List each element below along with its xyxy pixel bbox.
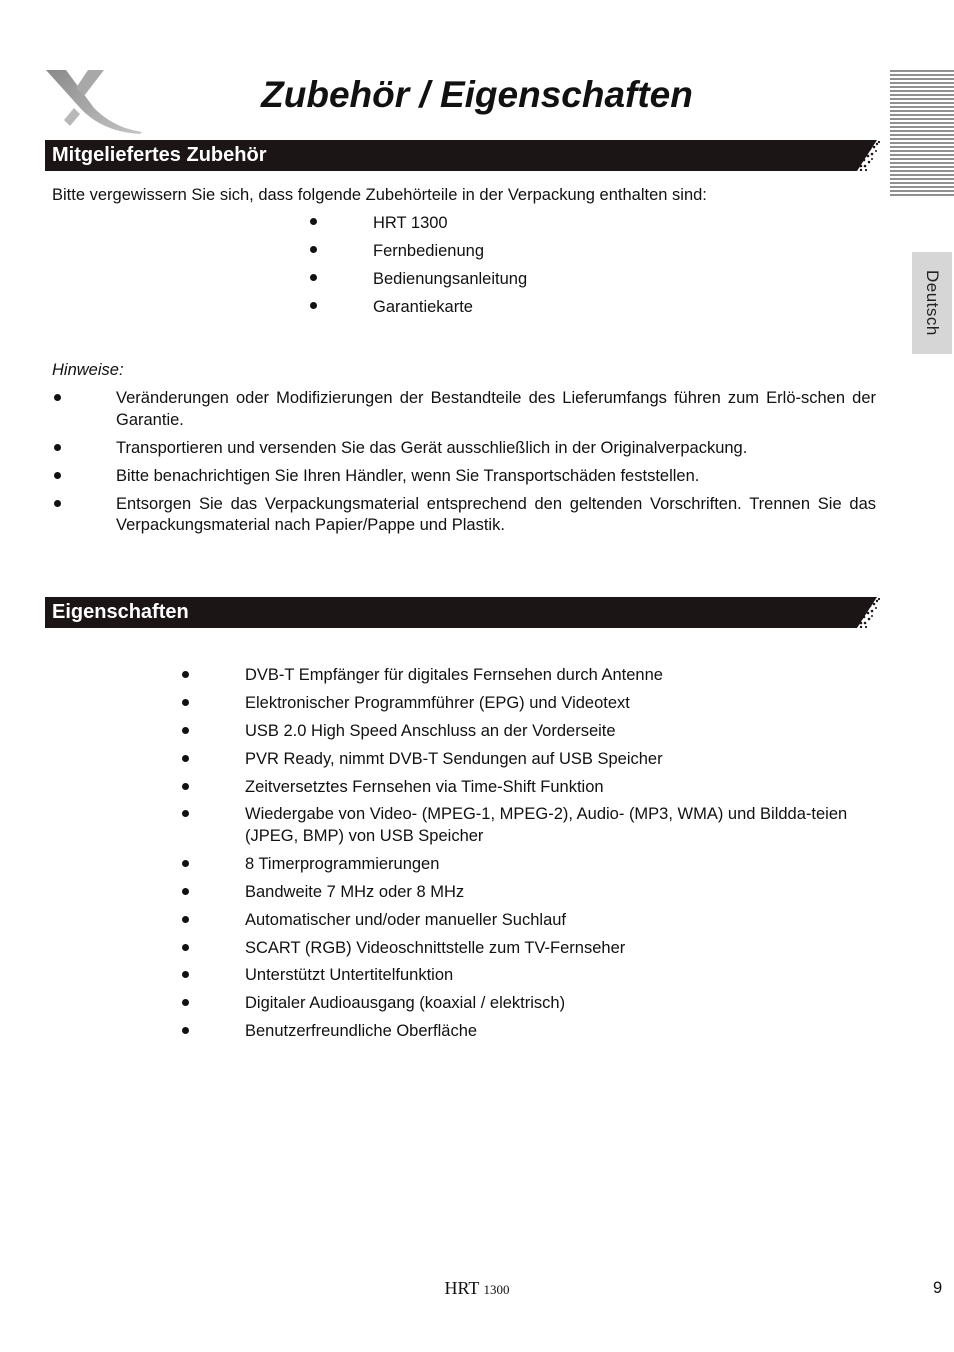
dot-pattern-icon [837,597,881,628]
accessories-list [308,212,527,324]
bullet-icon [182,916,189,923]
bullet-icon [182,1027,189,1034]
bullet-icon [310,246,317,253]
list-item: HRT 1300 [308,212,527,240]
list-item: SCART (RGB) Videoschnittstelle zum TV-Fernseher [180,938,880,960]
page-title: Zubehör / Eigenschaften [261,74,693,115]
bullet-icon [182,888,189,895]
dot-pattern-icon [837,140,881,171]
bullet-icon [54,500,61,507]
bullet-icon [310,274,317,281]
list-item: Benutzerfreundliche Oberfläche [180,1021,880,1043]
list-item: Wiedergabe von Video- (MPEG-1, MPEG-2), Audio- (MP3, WMA) und Bildda-teien (JPEG, BMP) von USB Speicher [180,804,880,847]
bullet-icon [182,944,189,951]
bullet-icon [182,699,189,706]
bullet-icon [54,444,61,451]
list-item: USB 2.0 High Speed Anschluss an der Vorderseite [180,721,880,743]
list-item: Zeitversetztes Fernsehen via Time-Shift Funktion [180,777,880,799]
list-item: Garantiekarte [308,296,527,324]
section-heading-features [45,597,881,628]
bullet-icon [54,472,61,479]
list-item: Bitte benachrichtigen Sie Ihren Händler, wenn Sie Transportschäden feststellen. [52,466,876,488]
list-item: Entsorgen Sie das Verpackungsmaterial entsprechend den geltenden Vorschriften. Trennen Sie das Verpackungsmaterial nach Papier/Pappe und Plastik. [52,494,876,537]
list-item: Fernbedienung [308,240,527,268]
list-item: Digitaler Audioausgang (koaxial / elektrisch) [180,993,880,1015]
accessories-intro: Bitte vergewissern Sie sich, dass folgende Zubehörteile in der Verpackung enthalten sind: [52,186,707,204]
language-tab-label: Deutsch [923,270,942,336]
bullet-icon [182,999,189,1006]
bullet-icon [182,783,189,790]
list-item: DVB-T Empfänger für digitales Fernsehen durch Antenne [180,665,880,687]
bullet-icon [182,727,189,734]
bullet-icon [54,394,61,401]
footer-model-name: HRT [444,1278,480,1298]
bullet-icon [310,218,317,225]
list-item: Veränderungen oder Modifizierungen der Bestandteile des Lieferumfangs führen zum Erlö-schen der Garantie. [52,388,876,431]
section-heading-label: Mitgeliefertes Zubehör [52,144,267,166]
list-item: Unterstützt Untertitelfunktion [180,965,880,987]
list-item: Automatischer und/oder manueller Suchlauf [180,910,880,932]
list-item: Bedienungsanleitung [308,268,527,296]
section-heading-accessories [45,140,881,171]
footer-model [0,1278,954,1299]
bullet-icon [182,755,189,762]
page-number: 9 [933,1279,943,1297]
bullet-icon [182,810,189,817]
list-item: Bandweite 7 MHz oder 8 MHz [180,882,880,904]
bullet-icon [182,860,189,867]
list-item: PVR Ready, nimmt DVB-T Sendungen auf USB Speicher [180,749,880,771]
bullet-icon [182,671,189,678]
hints-title: Hinweise: [52,361,124,379]
language-tab [912,252,952,354]
hints-list [52,388,876,543]
bullet-icon [310,302,317,309]
footer-model-number: 1300 [483,1282,510,1297]
features-list [180,665,880,1049]
list-item: 8 Timerprogrammierungen [180,854,880,876]
list-item: Transportieren und versenden Sie das Gerät ausschließlich in der Originalverpackung. [52,438,876,460]
bullet-icon [182,971,189,978]
list-item: Elektronischer Programmführer (EPG) und Videotext [180,693,880,715]
section-heading-label: Eigenschaften [52,601,189,623]
decorative-stripes [890,70,954,196]
